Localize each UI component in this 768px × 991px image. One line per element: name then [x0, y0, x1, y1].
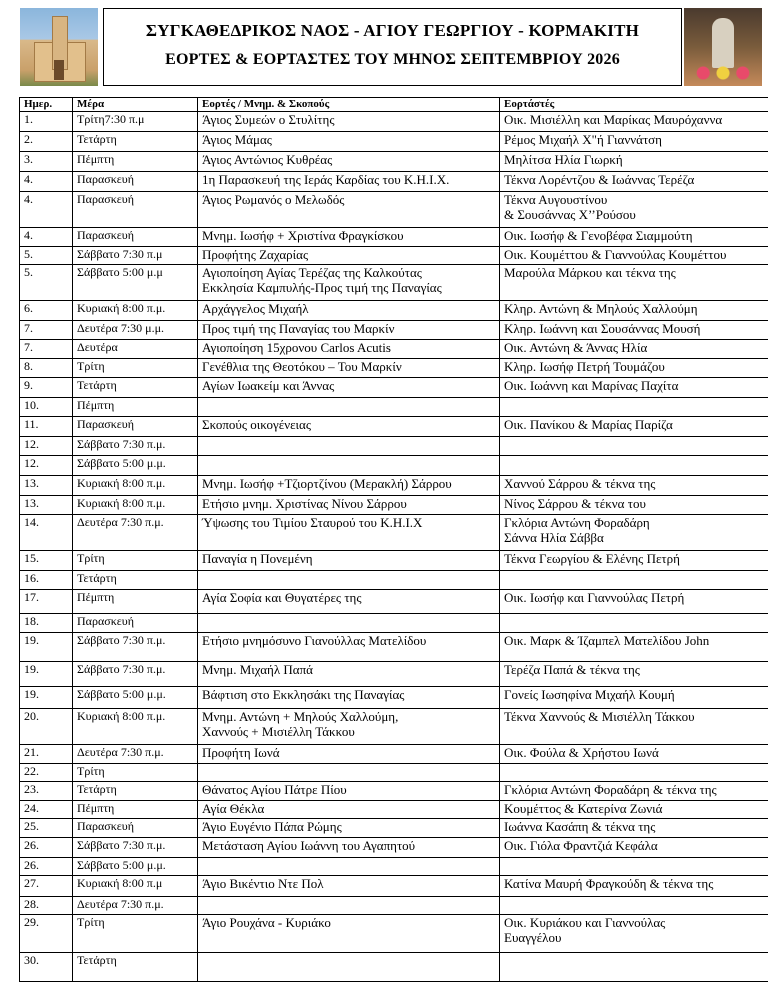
row-day-number: 8. — [20, 359, 73, 378]
table-row — [20, 801, 768, 819]
row-celebrants: Ιωάννα Κασάπη & τέκνα της — [500, 819, 768, 838]
row-weekday: Δευτέρα — [73, 340, 198, 359]
table-row — [20, 152, 768, 172]
row-celebrants — [500, 897, 768, 915]
row-weekday: Σάββατο 5:00 μ.μ. — [73, 687, 198, 709]
table-row — [20, 551, 768, 571]
row-celebrants: Οικ. Φούλα & Χρήστου Ιωνά — [500, 745, 768, 764]
row-celebrants: Κληρ. Ιωάννη και Σουσάννας Μουσή — [500, 321, 768, 340]
row-celebrants: Κουμέττος & Κατερίνα Ζωνιά — [500, 801, 768, 819]
table-row — [20, 112, 768, 132]
row-event: Παναγία η Πονεμένη — [198, 551, 500, 571]
row-weekday: Τρίτη — [73, 551, 198, 571]
saint-statue-photo — [684, 8, 762, 86]
row-celebrants: Μαρούλα Μάρκου και τέκνα της — [500, 265, 768, 301]
row-weekday: Σάββατο 7:30 π.μ. — [73, 838, 198, 858]
row-celebrants: Οικ. Κυριάκου και Γιαννούλας Ευαγγέλου — [500, 915, 768, 953]
row-day-number: 24. — [20, 801, 73, 819]
row-day-number: 19. — [20, 687, 73, 709]
row-day-number: 21. — [20, 745, 73, 764]
row-celebrants — [500, 398, 768, 417]
table-row — [20, 476, 768, 496]
row-weekday: Σάββατο 5:00 μ.μ. — [73, 456, 198, 476]
row-weekday: Κυριακή 8:00 π.μ. — [73, 496, 198, 515]
row-celebrants — [500, 456, 768, 476]
row-day-number: 11. — [20, 417, 73, 437]
row-weekday: Σάββατο 5:00 μ.μ — [73, 265, 198, 301]
row-day-number: 19. — [20, 662, 73, 687]
row-weekday: Σάββατο 5:00 μ.μ. — [73, 858, 198, 876]
row-weekday: Σάββατο 7:30 π.μ — [73, 247, 198, 265]
row-weekday: Παρασκευή — [73, 819, 198, 838]
row-celebrants: Οικ. Αντώνη & Άννας Ηλία — [500, 340, 768, 359]
table-row — [20, 398, 768, 417]
row-day-number: 22. — [20, 764, 73, 782]
row-event: Άγιο Ευγένιο Πάπα Ρώμης — [198, 819, 500, 838]
row-weekday: Πέμπτη — [73, 590, 198, 614]
row-event: Αγία Σοφία και Θυγατέρες της — [198, 590, 500, 614]
row-celebrants: Κληρ. Ιωσήφ Πετρή Τουμάζου — [500, 359, 768, 378]
row-event: Θάνατος Αγίου Πάτρε Πίου — [198, 782, 500, 801]
table-row — [20, 515, 768, 551]
row-celebrants: Κατίνα Μαυρή Φραγκούδη & τέκνα της — [500, 876, 768, 897]
row-day-number: 6. — [20, 301, 73, 321]
table-row — [20, 590, 768, 614]
table-row — [20, 228, 768, 247]
row-weekday: Σάββατο 7:30 π.μ. — [73, 662, 198, 687]
row-celebrants: Γονείς Ιωσηφίνα Μιχαήλ Κουμή — [500, 687, 768, 709]
table-row — [20, 897, 768, 915]
table-row — [20, 782, 768, 801]
row-day-number: 1. — [20, 112, 73, 132]
row-weekday: Δευτέρα 7:30 π.μ. — [73, 745, 198, 764]
table-row — [20, 132, 768, 152]
row-celebrants — [500, 571, 768, 590]
row-day-number: 5. — [20, 247, 73, 265]
row-event — [198, 858, 500, 876]
row-celebrants: Οικ. Πανίκου & Μαρίας Παρίζα — [500, 417, 768, 437]
table-row — [20, 764, 768, 782]
row-day-number: 19. — [20, 633, 73, 662]
header-day-number: Ημερ. — [20, 98, 73, 112]
row-day-number: 5. — [20, 265, 73, 301]
row-event: Άγιο Ρουχάνα - Κυριάκο — [198, 915, 500, 953]
row-day-number: 13. — [20, 476, 73, 496]
table-row — [20, 614, 768, 633]
table-row — [20, 633, 768, 662]
row-weekday: Παρασκευή — [73, 614, 198, 633]
row-event: Άγιο Βικέντιο Ντε Πολ — [198, 876, 500, 897]
row-event: Ετήσιο μνημόσυνο Γιανούλλας Ματελίδου — [198, 633, 500, 662]
row-weekday: Δευτέρα 7:30 π.μ. — [73, 897, 198, 915]
row-celebrants: Οικ. Ιωσήφ και Γιαννούλας Πετρή — [500, 590, 768, 614]
row-day-number: 4. — [20, 192, 73, 228]
row-weekday: Τετάρτη — [73, 953, 198, 982]
row-day-number: 15. — [20, 551, 73, 571]
row-event: Αγίων Ιωακείμ και Άννας — [198, 378, 500, 398]
table-row — [20, 662, 768, 687]
row-event — [198, 953, 500, 982]
row-weekday: Παρασκευή — [73, 228, 198, 247]
table-row — [20, 437, 768, 456]
row-weekday: Τετάρτη — [73, 132, 198, 152]
row-day-number: 18. — [20, 614, 73, 633]
row-event: Μετάσταση Αγίου Ιωάννη του Αγαπητού — [198, 838, 500, 858]
row-day-number: 2. — [20, 132, 73, 152]
row-event: Άγιος Αντώνιος Κυθρέας — [198, 152, 500, 172]
row-event — [198, 764, 500, 782]
row-celebrants: Οικ. Μισιέλλη και Μαρίκας Μαυρόχαννα — [500, 112, 768, 132]
row-weekday: Παρασκευή — [73, 417, 198, 437]
table-row — [20, 571, 768, 590]
table-row — [20, 301, 768, 321]
row-day-number: 25. — [20, 819, 73, 838]
table-row — [20, 709, 768, 745]
row-day-number: 14. — [20, 515, 73, 551]
row-event — [198, 897, 500, 915]
row-day-number: 29. — [20, 915, 73, 953]
row-event: Μνημ. Αντώνη + Μηλούς Χαλλούμη, Χαννούς + Μισιέλλη Τάκκου — [198, 709, 500, 745]
row-day-number: 12. — [20, 437, 73, 456]
row-event: Άγιος Συμεών ο Στυλίτης — [198, 112, 500, 132]
row-event: Μνημ. Ιωσήφ +Τζιορτζίνου (Μερακλή) Σάρρου — [198, 476, 500, 496]
table-row — [20, 858, 768, 876]
row-event: Άγιος Ρωμανός ο Μελωδός — [198, 192, 500, 228]
row-celebrants: Τέκνα Χαννούς & Μισιέλλη Τάκκου — [500, 709, 768, 745]
row-celebrants: Γκλόρια Αντώνη Φοραδάρη Σάννα Ηλία Σάββα — [500, 515, 768, 551]
title-box — [103, 8, 682, 86]
table-row — [20, 321, 768, 340]
row-weekday: Πέμπτη — [73, 152, 198, 172]
table-row — [20, 876, 768, 897]
row-weekday: Τρίτη7:30 π.μ — [73, 112, 198, 132]
row-weekday: Παρασκευή — [73, 192, 198, 228]
row-event: Προς τιμή της Παναγίας του Μαρκίν — [198, 321, 500, 340]
row-day-number: 26. — [20, 858, 73, 876]
row-event: Ύψωσης του Τιμίου Σταυρού του Κ.Η.Ι.Χ — [198, 515, 500, 551]
row-weekday: Δευτέρα 7:30 π.μ. — [73, 515, 198, 551]
row-event — [198, 614, 500, 633]
row-day-number: 7. — [20, 321, 73, 340]
row-event: Σκοπούς οικογένειας — [198, 417, 500, 437]
table-header-row — [20, 98, 768, 112]
row-day-number: 16. — [20, 571, 73, 590]
row-weekday: Σάββατο 7:30 π.μ. — [73, 437, 198, 456]
row-event: Αγιοποίηση 15χρονου Carlos Acutis — [198, 340, 500, 359]
row-day-number: 3. — [20, 152, 73, 172]
row-celebrants: Οικ. Ιωάννη και Μαρίνας Παχίτα — [500, 378, 768, 398]
row-day-number: 26. — [20, 838, 73, 858]
row-weekday: Πέμπτη — [73, 801, 198, 819]
row-celebrants: Κληρ. Αντώνη & Μηλούς Χαλλούμη — [500, 301, 768, 321]
row-weekday: Δευτέρα 7:30 μ.μ. — [73, 321, 198, 340]
row-day-number: 4. — [20, 172, 73, 192]
row-event: Προφήτης Ζαχαρίας — [198, 247, 500, 265]
row-weekday: Κυριακή 8:00 π.μ. — [73, 301, 198, 321]
row-day-number: 27. — [20, 876, 73, 897]
row-celebrants: Ρέμος Μιχαήλ Χ"ή Γιαννάτση — [500, 132, 768, 152]
row-weekday: Τετάρτη — [73, 571, 198, 590]
row-event — [198, 398, 500, 417]
row-event: Προφήτη Ιωνά — [198, 745, 500, 764]
table-row — [20, 687, 768, 709]
row-day-number: 10. — [20, 398, 73, 417]
row-day-number: 9. — [20, 378, 73, 398]
row-day-number: 13. — [20, 496, 73, 515]
row-day-number: 30. — [20, 953, 73, 982]
table-row — [20, 456, 768, 476]
row-day-number: 7. — [20, 340, 73, 359]
table-row — [20, 417, 768, 437]
row-weekday: Πέμπτη — [73, 398, 198, 417]
row-celebrants: Τέκνα Αυγουστίνου & Σουσάννας Χ’’Ρούσου — [500, 192, 768, 228]
row-celebrants — [500, 437, 768, 456]
row-weekday: Κυριακή 8:00 π.μ. — [73, 709, 198, 745]
page-header — [0, 4, 768, 92]
church-photo — [20, 8, 98, 86]
table-row — [20, 953, 768, 982]
table-row — [20, 838, 768, 858]
row-day-number: 20. — [20, 709, 73, 745]
row-celebrants: Τέκνα Γεωργίου & Ελένης Πετρή — [500, 551, 768, 571]
row-celebrants — [500, 858, 768, 876]
row-weekday: Σάββατο 7:30 π.μ. — [73, 633, 198, 662]
row-celebrants — [500, 764, 768, 782]
schedule-table — [19, 97, 768, 982]
row-celebrants: Οικ. Κουμέττου & Γιαννούλας Κουμέττου — [500, 247, 768, 265]
row-event: Βάφτιση στο Εκκλησάκι της Παναγίας — [198, 687, 500, 709]
row-day-number: 28. — [20, 897, 73, 915]
row-day-number: 23. — [20, 782, 73, 801]
table-row — [20, 172, 768, 192]
table-row — [20, 819, 768, 838]
row-weekday: Παρασκευή — [73, 172, 198, 192]
row-event: Ετήσιο μνημ. Χριστίνας Νίνου Σάρρου — [198, 496, 500, 515]
row-event — [198, 456, 500, 476]
row-weekday: Κυριακή 8:00 π.μ. — [73, 476, 198, 496]
row-event: Μνημ. Ιωσήφ + Χριστίνα Φραγκίσκου — [198, 228, 500, 247]
row-weekday: Τετάρτη — [73, 782, 198, 801]
header-celebrants: Εορτάστές — [500, 98, 768, 112]
row-celebrants: Μηλίτσα Ηλία Γιωρκή — [500, 152, 768, 172]
table-row — [20, 496, 768, 515]
row-event: 1η Παρασκευή της Ιεράς Καρδίας του Κ.Η.Ι.Χ. — [198, 172, 500, 192]
row-day-number: 12. — [20, 456, 73, 476]
row-celebrants: Οικ. Μαρκ & Ίζαμπελ Ματελίδου John — [500, 633, 768, 662]
row-event — [198, 437, 500, 456]
table-body — [20, 112, 768, 982]
header-weekday: Μέρα — [73, 98, 198, 112]
row-weekday: Τρίτη — [73, 359, 198, 378]
row-celebrants — [500, 614, 768, 633]
row-weekday: Τρίτη — [73, 915, 198, 953]
row-event — [198, 571, 500, 590]
row-event: Αγία Θέκλα — [198, 801, 500, 819]
row-celebrants: Νίνος Σάρρου & τέκνα του — [500, 496, 768, 515]
table-row — [20, 340, 768, 359]
table-row — [20, 265, 768, 301]
table-row — [20, 247, 768, 265]
row-celebrants: Τερέζα Παπά & τέκνα της — [500, 662, 768, 687]
row-day-number: 4. — [20, 228, 73, 247]
row-celebrants: Οικ. Γιόλα Φραντζιά Κεφάλα — [500, 838, 768, 858]
row-celebrants: Οικ. Ιωσήφ & Γενοβέφα Σιαμμούτη — [500, 228, 768, 247]
table-row — [20, 915, 768, 953]
row-celebrants: Χαννού Σάρρου & τέκνα της — [500, 476, 768, 496]
row-weekday: Κυριακή 8:00 π.μ — [73, 876, 198, 897]
row-event: Γενέθλια της Θεοτόκου – Του Μαρκίν — [198, 359, 500, 378]
row-event: Αρχάγγελος Μιχαήλ — [198, 301, 500, 321]
row-celebrants — [500, 953, 768, 982]
page-subtitle: ΕΟΡΤΕΣ & ΕΟΡΤΑΣΤΕΣ ΤΟΥ ΜΗΝΟΣ ΣΕΠΤΕΜΒΡΙΟΥ 2026 — [165, 51, 620, 68]
row-celebrants: Τέκνα Λορέντζου & Ιωάννας Τερέζα — [500, 172, 768, 192]
table-row — [20, 745, 768, 764]
row-event: Αγιοποίηση Αγίας Τερέζας της Καλκούτας Εκκλησία Καμπυλής-Προς τιμή της Παναγίας — [198, 265, 500, 301]
row-event: Μνημ. Μιχαήλ Παπά — [198, 662, 500, 687]
row-weekday: Τετάρτη — [73, 378, 198, 398]
page-title: ΣΥΓΚΑΘΕΔΡΙΚΟΣ ΝΑΟΣ - ΑΓΙΟΥ ΓΕΩΡΓΙΟΥ - ΚΟΡΜΑΚΙΤΗ — [145, 21, 640, 40]
header-events: Εορτές / Μνημ. & Σκοπούς — [198, 98, 500, 112]
row-event: Άγιος Μάμας — [198, 132, 500, 152]
table-row — [20, 359, 768, 378]
row-day-number: 17. — [20, 590, 73, 614]
row-weekday: Τρίτη — [73, 764, 198, 782]
table-row — [20, 192, 768, 228]
row-celebrants: Γκλόρια Αντώνη Φοραδάρη & τέκνα της — [500, 782, 768, 801]
table-row — [20, 378, 768, 398]
